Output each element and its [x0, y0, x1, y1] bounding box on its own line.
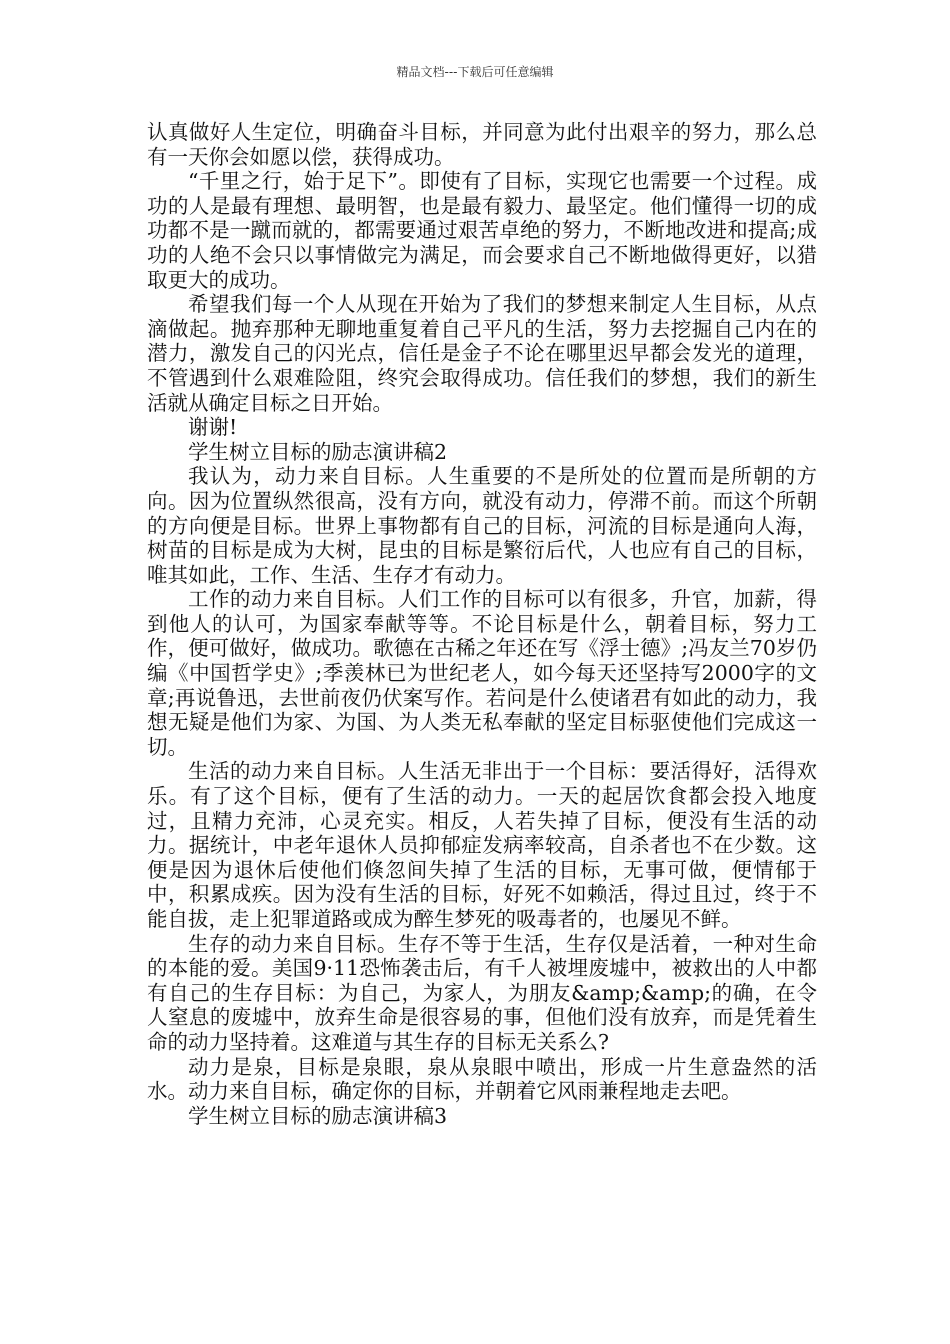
paragraph: “千里之行，始于足下”。即使有了目标，实现它也需要一个过程。成功的人是最有理想、最明智，也是最有毅力、最坚定。他们懂得一切的成功都不是一蹴而就的，都需要通过艰苦卓绝的努力，不断地改进和提高;成功的人绝不会只以事情做完为满足，而会要求自己不断地做得更好，以猎取更大的成功。	[147, 169, 817, 292]
document-body	[147, 120, 817, 1128]
paragraph: 生存的动力来自目标。生存不等于生活，生存仅是活着，一种对生命的本能的爱。美国9·11恐怖袭击后，有千人被埋废墟中，被救出的人中都有自己的生存目标：为自己，为家人，为朋友&amp;&amp;的确，在令人窒息的废墟中，放弃生命是很容易的事，但他们没有放弃，而是凭着生命的动力坚持着。这难道与其生存的目标无关系么?	[147, 931, 817, 1054]
paragraph-continued: 认真做好人生定位，明确奋斗目标，并同意为此付出艰辛的努力，那么总有一天你会如愿以偿，获得成功。	[147, 120, 817, 169]
closing-thanks: 谢谢!	[188, 415, 238, 440]
page-header: 精品文档---下载后可任意编辑	[396, 65, 554, 79]
section-title: 学生树立目标的励志演讲稿3	[188, 1103, 448, 1128]
paragraph: 希望我们每一个人从现在开始为了我们的梦想来制定人生目标，从点滴做起。抛弃那种无聊地重复着自己平凡的生活，努力去挖掘自己内在的潜力，激发自己的闪光点，信任是金子不论在哪里迟早都会发光的道理，不管遇到什么艰难险阻，终究会取得成功。信任我们的梦想，我们的新生活就从确定目标之日开始。	[147, 292, 817, 415]
paragraph: 工作的动力来自目标。人们工作的目标可以有很多，升官，加薪，得到他人的认可，为国家奉献等等。不论目标是什么，朝着目标，努力工作，便可做好，做成功。歌德在古稀之年还在写《浮士德》;冯友兰70岁仍编《中国哲学史》;季羡林已为世纪老人，如今每天还坚持写2000字的文章;再说鲁迅，去世前夜仍伏案写作。若问是什么使诸君有如此的动力，我想无疑是他们为家、为国、为人类无私奉献的坚定目标驱使他们完成这一切。	[147, 587, 817, 759]
paragraph: 生活的动力来自目标。人生活无非出于一个目标：要活得好，活得欢乐。有了这个目标，便有了生活的动力。一天的起居饮食都会投入地度过，且精力充沛，心灵充实。相反，人若失掉了目标，便没有生活的动力。据统计，中老年退休人员抑郁症发病率较高，自杀者也不在少数。这便是因为退休后使他们倏忽间失掉了生活的目标，无事可做，便情郁于中，积累成疾。因为没有生活的目标，好死不如赖活，得过且过，终于不能自拔，走上犯罪道路或成为醉生梦死的吸毒者的，也屡见不鲜。	[147, 759, 817, 931]
paragraph: 我认为，动力来自目标。人生重要的不是所处的位置而是所朝的方向。因为位置纵然很高，没有方向，就没有动力，停滞不前。而这个所朝的方向便是目标。世界上事物都有自己的目标，河流的目标是通向人海，树苗的目标是成为大树，昆虫的目标是繁衍后代，人也应有自己的目标，唯其如此，工作、生活、生存才有动力。	[147, 464, 817, 587]
paragraph: 动力是泉，目标是泉眼，泉从泉眼中喷出，形成一片生意盎然的活水。动力来自目标，确定你的目标，并朝着它风雨兼程地走去吧。	[147, 1054, 817, 1104]
section-title: 学生树立目标的励志演讲稿2	[188, 439, 448, 464]
